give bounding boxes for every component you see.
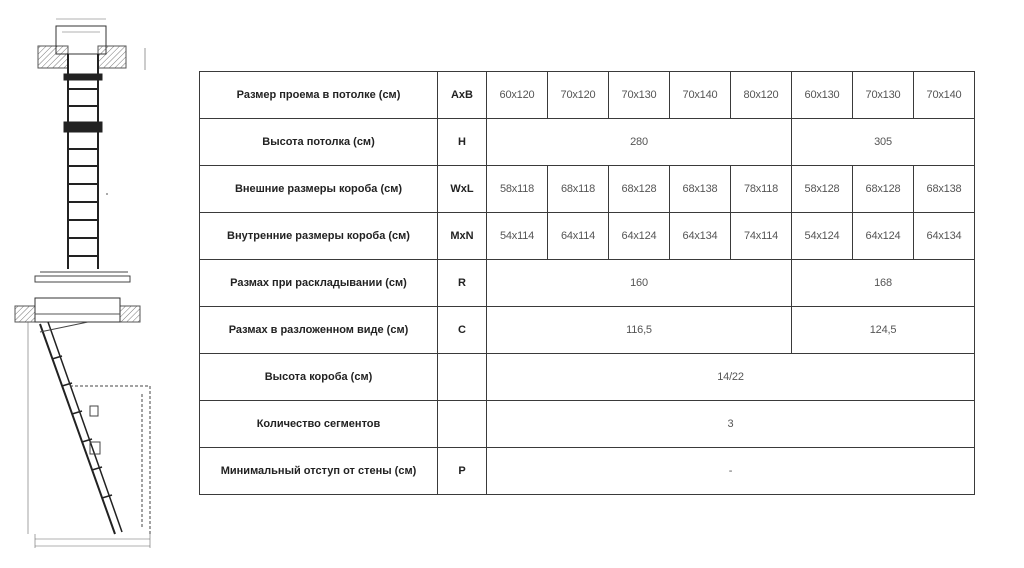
- table-cell: 68x128: [853, 166, 914, 213]
- row-symbol: H: [438, 119, 487, 166]
- row-label: Высота потолка (см): [200, 119, 438, 166]
- table-cell: 58x128: [792, 166, 853, 213]
- row-label: Внутренние размеры короба (см): [200, 213, 438, 260]
- table-cell-all: 3: [487, 401, 975, 448]
- table-cell: 64x124: [853, 213, 914, 260]
- row-symbol: C: [438, 307, 487, 354]
- row-label: Количество сегментов: [200, 401, 438, 448]
- row-symbol: WxL: [438, 166, 487, 213]
- row-symbol: AxB: [438, 72, 487, 119]
- table-cell: 70x130: [609, 72, 670, 119]
- table-cell: 60x120: [487, 72, 548, 119]
- table-cell: 54x114: [487, 213, 548, 260]
- table-cell: 70x140: [914, 72, 975, 119]
- table-cell: 70x120: [548, 72, 609, 119]
- table-cell: 68x118: [548, 166, 609, 213]
- table-cell-all: 14/22: [487, 354, 975, 401]
- table-cell: 64x134: [914, 213, 975, 260]
- table-cell: 54x124: [792, 213, 853, 260]
- table-row: [200, 354, 975, 401]
- table-cell: 68x138: [670, 166, 731, 213]
- row-label: Размер проема в потолке (см): [200, 72, 438, 119]
- table-cell: 58x118: [487, 166, 548, 213]
- row-label: Внешние размеры короба (см): [200, 166, 438, 213]
- row-label: Высота короба (см): [200, 354, 438, 401]
- table-row: [200, 448, 975, 495]
- table-cell: 64x134: [670, 213, 731, 260]
- table-row: [200, 166, 975, 213]
- table-cell-group-b: 124,5: [792, 307, 975, 354]
- table-cell-group-b: 168: [792, 260, 975, 307]
- row-symbol: P: [438, 448, 487, 495]
- table-cell: 64x114: [548, 213, 609, 260]
- row-label: Минимальный отступ от стены (см): [200, 448, 438, 495]
- table-row: [200, 119, 975, 166]
- table-row: [200, 307, 975, 354]
- row-label: Размах при раскладывании (см): [200, 260, 438, 307]
- row-label: Размах в разложенном виде (см): [200, 307, 438, 354]
- row-symbol: [438, 354, 487, 401]
- table-cell: 68x128: [609, 166, 670, 213]
- table-cell: 70x130: [853, 72, 914, 119]
- table-cell: 60x130: [792, 72, 853, 119]
- table-row: [200, 260, 975, 307]
- table-row: [200, 213, 975, 260]
- table-cell: 78x118: [731, 166, 792, 213]
- row-symbol: R: [438, 260, 487, 307]
- table-cell-group-a: 280: [487, 119, 792, 166]
- table-cell: 64x124: [609, 213, 670, 260]
- table-row: [200, 72, 975, 119]
- table-cell: 68x138: [914, 166, 975, 213]
- table-row: [200, 401, 975, 448]
- table-cell: 74x114: [731, 213, 792, 260]
- table-cell-group-a: 160: [487, 260, 792, 307]
- attic-ladder-diagram-icon: [10, 14, 160, 549]
- row-symbol: [438, 401, 487, 448]
- table-cell-all: -: [487, 448, 975, 495]
- row-symbol: MxN: [438, 213, 487, 260]
- table-cell-group-b: 305: [792, 119, 975, 166]
- table-cell: 80x120: [731, 72, 792, 119]
- table-cell-group-a: 116,5: [487, 307, 792, 354]
- table-cell: 70x140: [670, 72, 731, 119]
- specifications-table: [199, 71, 975, 495]
